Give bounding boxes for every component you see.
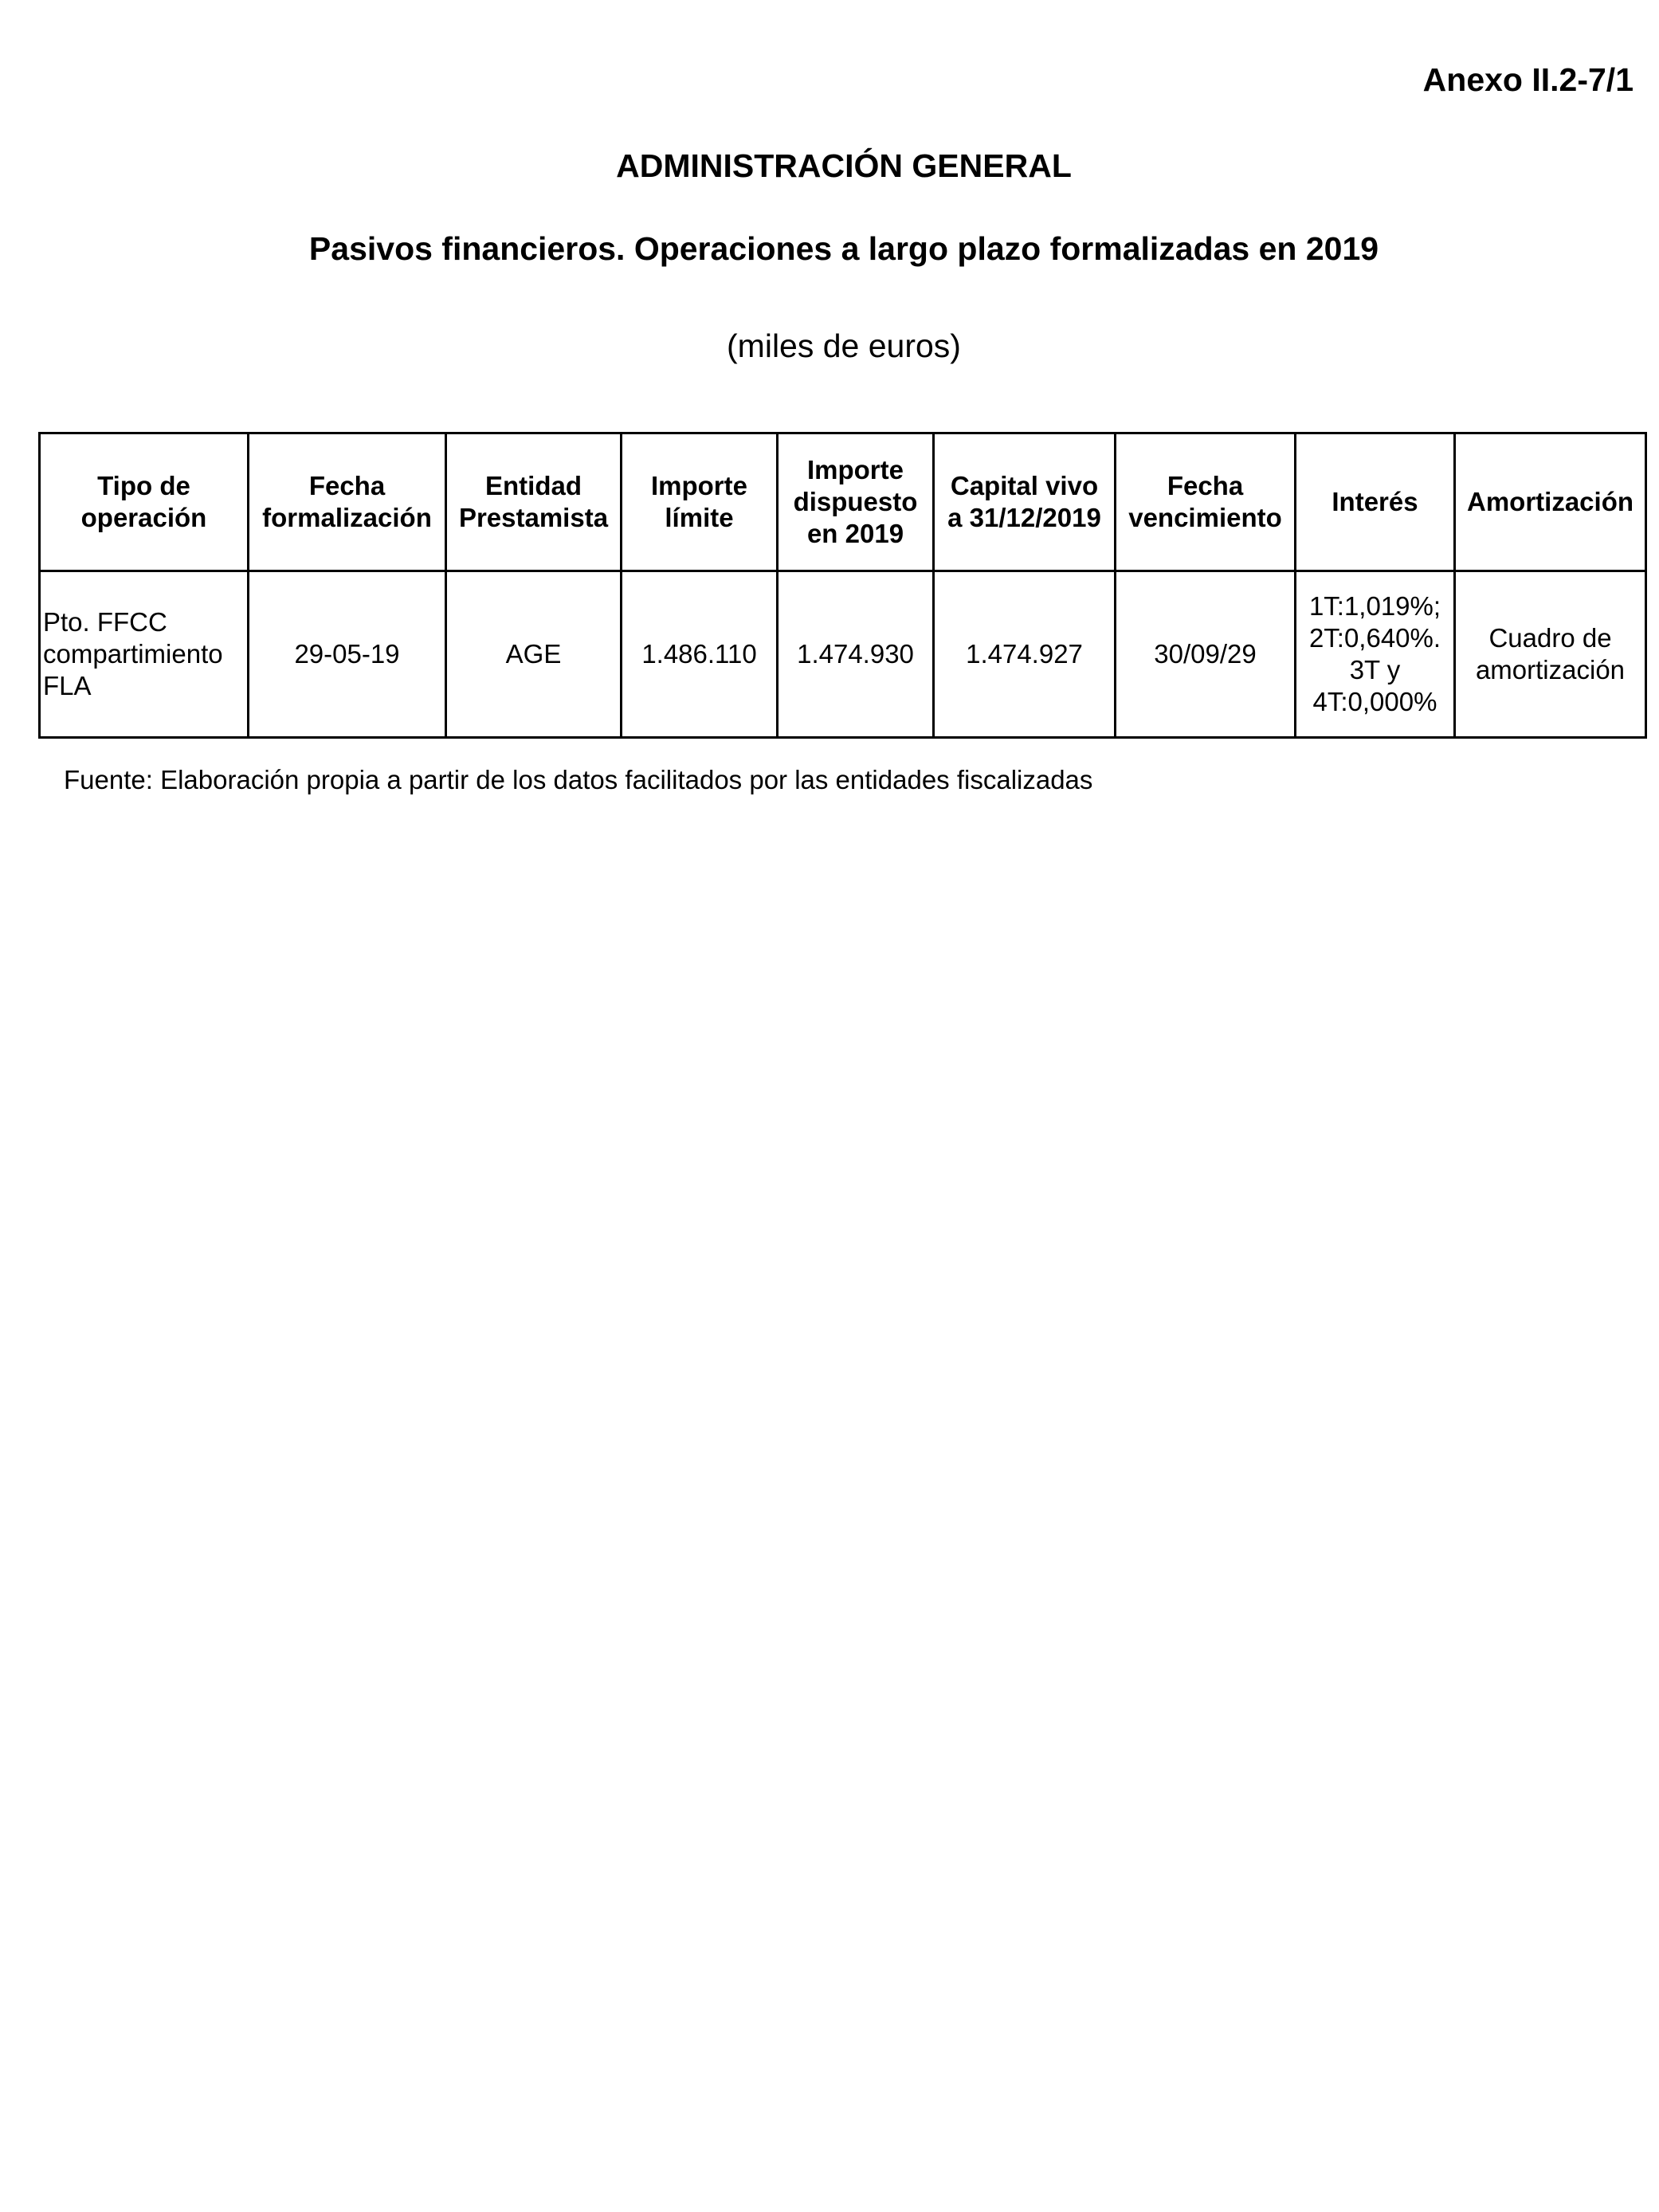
header-line: Capital vivo [950,471,1099,500]
source-note: Fuente: Elaboración propia a partir de los datos facilitados por las entidades fiscalizadas [64,765,1093,794]
cell-line: FLA [43,671,92,700]
header-line: en 2019 [806,519,904,548]
cell-line: AGE [505,639,562,669]
header-tipo-operacion [40,433,249,571]
header-entidad-prestamista [446,433,622,571]
cell-fecha-formalizacion [249,571,446,738]
header-fecha-formalizacion [249,433,446,571]
annex-reference: Anexo II.2-7/1 [1422,61,1634,98]
header-line: formalización [262,503,432,532]
table-row [40,571,1646,738]
header-line: límite [665,503,734,532]
cell-importe-dispuesto [778,571,934,738]
cell-entidad-prestamista [446,571,622,738]
cell-line: 1.474.927 [966,639,1083,669]
cell-amortizacion [1455,571,1646,738]
cell-tipo-operacion [40,571,249,738]
header-line: Importe [806,455,904,484]
cell-capital-vivo [934,571,1116,738]
cell-line: 1T:1,019%; [1308,591,1441,621]
units-note: (miles de euros) [727,327,961,364]
header-fecha-vencimiento [1116,433,1296,571]
header-line: vencimiento [1128,503,1282,532]
cell-line: 4T:0,000% [1312,687,1437,716]
header-amortizacion [1455,433,1646,571]
operations-table [38,432,1647,739]
cell-interes [1296,571,1455,738]
header-line: Interés [1332,487,1418,516]
header-line: Importe [650,471,747,500]
cell-line: 3T y [1349,655,1401,684]
header-line: Amortización [1466,487,1634,516]
header-line: a 31/12/2019 [947,503,1101,532]
header-line: operación [80,503,207,532]
header-interes [1296,433,1455,571]
cell-line: 1.486.110 [641,639,757,669]
table-header-row [40,433,1646,571]
cell-line: 29-05-19 [294,639,400,669]
cell-line: Cuadro de [1488,623,1612,653]
header-line: Tipo de [97,471,190,500]
header-importe-limite [622,433,778,571]
cell-importe-limite [622,571,778,738]
cell-line: compartimiento [43,639,223,669]
cell-line: 1.474.930 [797,639,914,669]
cell-fecha-vencimiento [1116,571,1296,738]
cell-line: amortización [1475,655,1626,684]
header-line: dispuesto [793,487,918,516]
header-capital-vivo [934,433,1116,571]
header-line: Fecha [1167,471,1244,500]
header-importe-dispuesto [778,433,934,571]
cell-line: 2T:0,640%. [1308,623,1441,653]
organization-heading: ADMINISTRACIÓN GENERAL [616,147,1072,184]
cell-line: Pto. FFCC [43,607,167,637]
header-line: Fecha [308,471,386,500]
document-title: Pasivos financieros. Operaciones a largo plazo formalizadas en 2019 [308,230,1379,267]
header-line: Entidad [485,471,582,500]
cell-line: 30/09/29 [1154,639,1257,669]
header-line: Prestamista [458,503,609,532]
